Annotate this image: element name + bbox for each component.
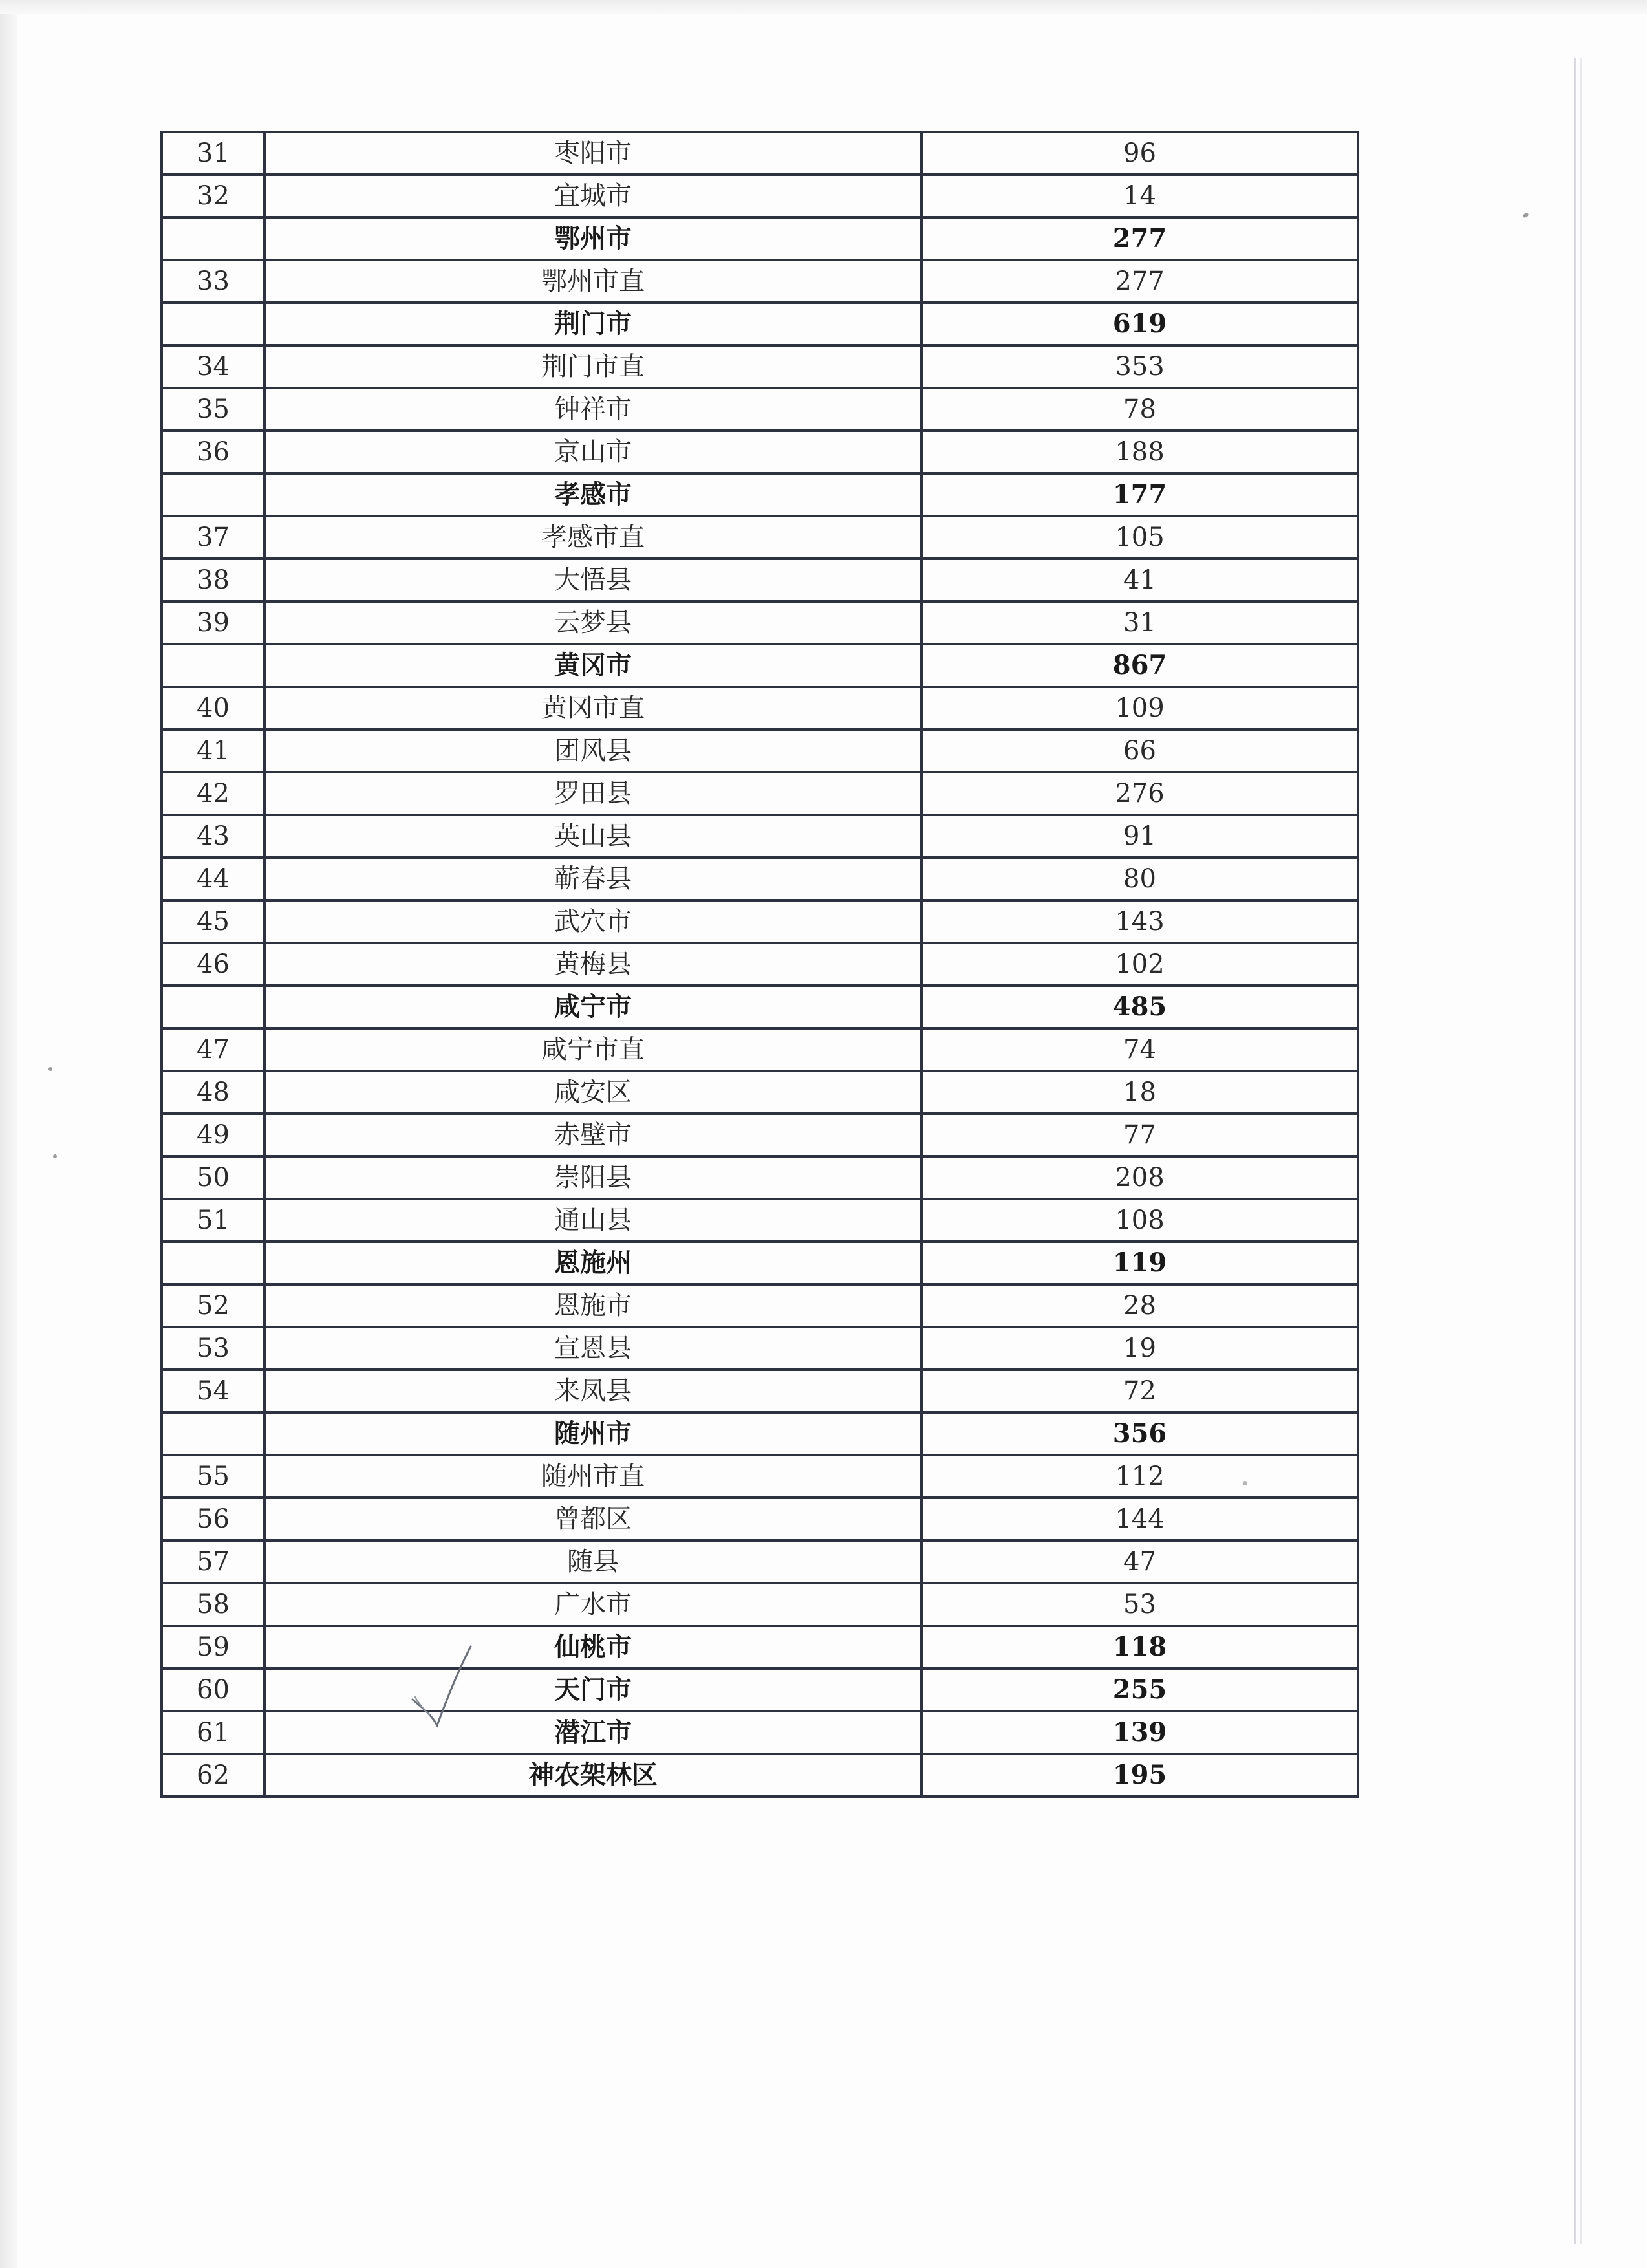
- table-row: [162, 1327, 1358, 1370]
- allocation-table: [160, 131, 1359, 1798]
- table-row: [162, 516, 1358, 559]
- value-cell: 867: [921, 644, 1358, 687]
- table-row-subtotal: [162, 1626, 1358, 1669]
- table-row-subtotal: [162, 303, 1358, 345]
- value-cell: 28: [921, 1284, 1358, 1327]
- value-cell: 195: [921, 1754, 1358, 1797]
- scan-speck: [1522, 212, 1529, 219]
- table-row: [162, 431, 1358, 473]
- table-row-subtotal: [162, 986, 1358, 1028]
- row-number-cell: [162, 1412, 264, 1455]
- table-row-subtotal: [162, 644, 1358, 687]
- table-row: [162, 900, 1358, 943]
- row-number-cell: 62: [162, 1754, 264, 1797]
- region-name-cell: 恩施市: [264, 1284, 921, 1327]
- scan-speck: [48, 1067, 52, 1071]
- row-number-cell: 49: [162, 1114, 264, 1156]
- value-cell: 255: [921, 1669, 1358, 1711]
- table-row: [162, 1370, 1358, 1412]
- page-fold-line-secondary: [1580, 58, 1582, 2244]
- table-row: [162, 815, 1358, 858]
- value-cell: 72: [921, 1370, 1358, 1412]
- region-name-cell: 宣恩县: [264, 1327, 921, 1370]
- table-row: [162, 1199, 1358, 1242]
- table-row: [162, 1284, 1358, 1327]
- region-name-cell: 随县: [264, 1540, 921, 1583]
- value-cell: 356: [921, 1412, 1358, 1455]
- region-name-cell: 荆门市: [264, 303, 921, 345]
- table-row: [162, 729, 1358, 772]
- region-name-cell: 通山县: [264, 1199, 921, 1242]
- table-row: [162, 1583, 1358, 1626]
- region-name-cell: 天门市: [264, 1669, 921, 1711]
- row-number-cell: 39: [162, 601, 264, 644]
- value-cell: 105: [921, 516, 1358, 559]
- row-number-cell: 52: [162, 1284, 264, 1327]
- row-number-cell: 42: [162, 772, 264, 815]
- region-name-cell: 荆门市直: [264, 345, 921, 388]
- value-cell: 31: [921, 601, 1358, 644]
- table-row: [162, 175, 1358, 217]
- region-name-cell: 枣阳市: [264, 132, 921, 175]
- region-name-cell: 京山市: [264, 431, 921, 473]
- row-number-cell: [162, 217, 264, 260]
- row-number-cell: 41: [162, 729, 264, 772]
- row-number-cell: 55: [162, 1455, 264, 1498]
- table-row: [162, 260, 1358, 303]
- row-number-cell: [162, 1242, 264, 1284]
- region-name-cell: 宜城市: [264, 175, 921, 217]
- row-number-cell: 32: [162, 175, 264, 217]
- row-number-cell: 60: [162, 1669, 264, 1711]
- value-cell: 208: [921, 1156, 1358, 1199]
- value-cell: 144: [921, 1498, 1358, 1540]
- region-name-cell: 黄梅县: [264, 943, 921, 986]
- region-name-cell: 神农架林区: [264, 1754, 921, 1797]
- value-cell: 619: [921, 303, 1358, 345]
- row-number-cell: 38: [162, 559, 264, 601]
- region-name-cell: 恩施州: [264, 1242, 921, 1284]
- row-number-cell: 35: [162, 388, 264, 431]
- value-cell: 80: [921, 858, 1358, 900]
- table-row: [162, 1540, 1358, 1583]
- region-name-cell: 随州市: [264, 1412, 921, 1455]
- table-row: [162, 772, 1358, 815]
- value-cell: 277: [921, 217, 1358, 260]
- region-name-cell: 咸宁市: [264, 986, 921, 1028]
- table-row-subtotal: [162, 217, 1358, 260]
- row-number-cell: 57: [162, 1540, 264, 1583]
- value-cell: 102: [921, 943, 1358, 986]
- region-name-cell: 咸安区: [264, 1071, 921, 1114]
- region-name-cell: 鄂州市: [264, 217, 921, 260]
- row-number-cell: 31: [162, 132, 264, 175]
- value-cell: 53: [921, 1583, 1358, 1626]
- value-cell: 119: [921, 1242, 1358, 1284]
- row-number-cell: 47: [162, 1028, 264, 1071]
- scan-speck: [53, 1154, 57, 1158]
- value-cell: 177: [921, 473, 1358, 516]
- row-number-cell: 36: [162, 431, 264, 473]
- value-cell: 112: [921, 1455, 1358, 1498]
- region-name-cell: 英山县: [264, 815, 921, 858]
- table-row-subtotal: [162, 1412, 1358, 1455]
- table-row: [162, 687, 1358, 729]
- value-cell: 109: [921, 687, 1358, 729]
- region-name-cell: 武穴市: [264, 900, 921, 943]
- value-cell: 19: [921, 1327, 1358, 1370]
- row-number-cell: [162, 986, 264, 1028]
- region-name-cell: 罗田县: [264, 772, 921, 815]
- value-cell: 18: [921, 1071, 1358, 1114]
- value-cell: 188: [921, 431, 1358, 473]
- table-row: [162, 1498, 1358, 1540]
- region-name-cell: 随州市直: [264, 1455, 921, 1498]
- table-row-subtotal: [162, 1754, 1358, 1797]
- row-number-cell: 54: [162, 1370, 264, 1412]
- value-cell: 143: [921, 900, 1358, 943]
- row-number-cell: 37: [162, 516, 264, 559]
- row-number-cell: 59: [162, 1626, 264, 1669]
- region-name-cell: 孝感市直: [264, 516, 921, 559]
- value-cell: 485: [921, 986, 1358, 1028]
- scan-edge-shadow-left: [0, 0, 17, 2268]
- row-number-cell: 45: [162, 900, 264, 943]
- value-cell: 276: [921, 772, 1358, 815]
- region-name-cell: 曾都区: [264, 1498, 921, 1540]
- region-name-cell: 崇阳县: [264, 1156, 921, 1199]
- table-row: [162, 601, 1358, 644]
- table-row: [162, 1114, 1358, 1156]
- row-number-cell: 58: [162, 1583, 264, 1626]
- table-row-subtotal: [162, 1242, 1358, 1284]
- value-cell: 108: [921, 1199, 1358, 1242]
- table-row: [162, 388, 1358, 431]
- value-cell: 47: [921, 1540, 1358, 1583]
- handwritten-checkmark-icon: [407, 1643, 485, 1733]
- value-cell: 77: [921, 1114, 1358, 1156]
- value-cell: 66: [921, 729, 1358, 772]
- row-number-cell: [162, 303, 264, 345]
- row-number-cell: 51: [162, 1199, 264, 1242]
- row-number-cell: 33: [162, 260, 264, 303]
- region-name-cell: 赤壁市: [264, 1114, 921, 1156]
- region-name-cell: 来凤县: [264, 1370, 921, 1412]
- table-row: [162, 1028, 1358, 1071]
- region-name-cell: 仙桃市: [264, 1626, 921, 1669]
- table-row: [162, 1156, 1358, 1199]
- value-cell: 96: [921, 132, 1358, 175]
- region-name-cell: 黄冈市直: [264, 687, 921, 729]
- value-cell: 139: [921, 1711, 1358, 1754]
- page-fold-line: [1574, 58, 1576, 2244]
- table-row: [162, 858, 1358, 900]
- row-number-cell: 46: [162, 943, 264, 986]
- region-name-cell: 大悟县: [264, 559, 921, 601]
- row-number-cell: 43: [162, 815, 264, 858]
- row-number-cell: 34: [162, 345, 264, 388]
- table-body: [162, 132, 1358, 1797]
- table-row-subtotal: [162, 1711, 1358, 1754]
- row-number-cell: [162, 644, 264, 687]
- value-cell: 91: [921, 815, 1358, 858]
- region-name-cell: 孝感市: [264, 473, 921, 516]
- table-row: [162, 943, 1358, 986]
- region-name-cell: 鄂州市直: [264, 260, 921, 303]
- table-row: [162, 1455, 1358, 1498]
- table-row: [162, 345, 1358, 388]
- region-name-cell: 蕲春县: [264, 858, 921, 900]
- row-number-cell: 61: [162, 1711, 264, 1754]
- value-cell: 353: [921, 345, 1358, 388]
- region-name-cell: 黄冈市: [264, 644, 921, 687]
- value-cell: 14: [921, 175, 1358, 217]
- row-number-cell: [162, 473, 264, 516]
- table-row: [162, 559, 1358, 601]
- table-row: [162, 132, 1358, 175]
- value-cell: 78: [921, 388, 1358, 431]
- table-row: [162, 1071, 1358, 1114]
- region-name-cell: 潜江市: [264, 1711, 921, 1754]
- value-cell: 118: [921, 1626, 1358, 1669]
- region-name-cell: 咸宁市直: [264, 1028, 921, 1071]
- value-cell: 277: [921, 260, 1358, 303]
- row-number-cell: 56: [162, 1498, 264, 1540]
- value-cell: 41: [921, 559, 1358, 601]
- table-row-subtotal: [162, 1669, 1358, 1711]
- scan-edge-shadow-top: [0, 0, 1647, 14]
- row-number-cell: 48: [162, 1071, 264, 1114]
- region-name-cell: 云梦县: [264, 601, 921, 644]
- row-number-cell: 44: [162, 858, 264, 900]
- row-number-cell: 50: [162, 1156, 264, 1199]
- region-name-cell: 钟祥市: [264, 388, 921, 431]
- row-number-cell: 40: [162, 687, 264, 729]
- value-cell: 74: [921, 1028, 1358, 1071]
- region-name-cell: 广水市: [264, 1583, 921, 1626]
- region-name-cell: 团风县: [264, 729, 921, 772]
- table-row-subtotal: [162, 473, 1358, 516]
- row-number-cell: 53: [162, 1327, 264, 1370]
